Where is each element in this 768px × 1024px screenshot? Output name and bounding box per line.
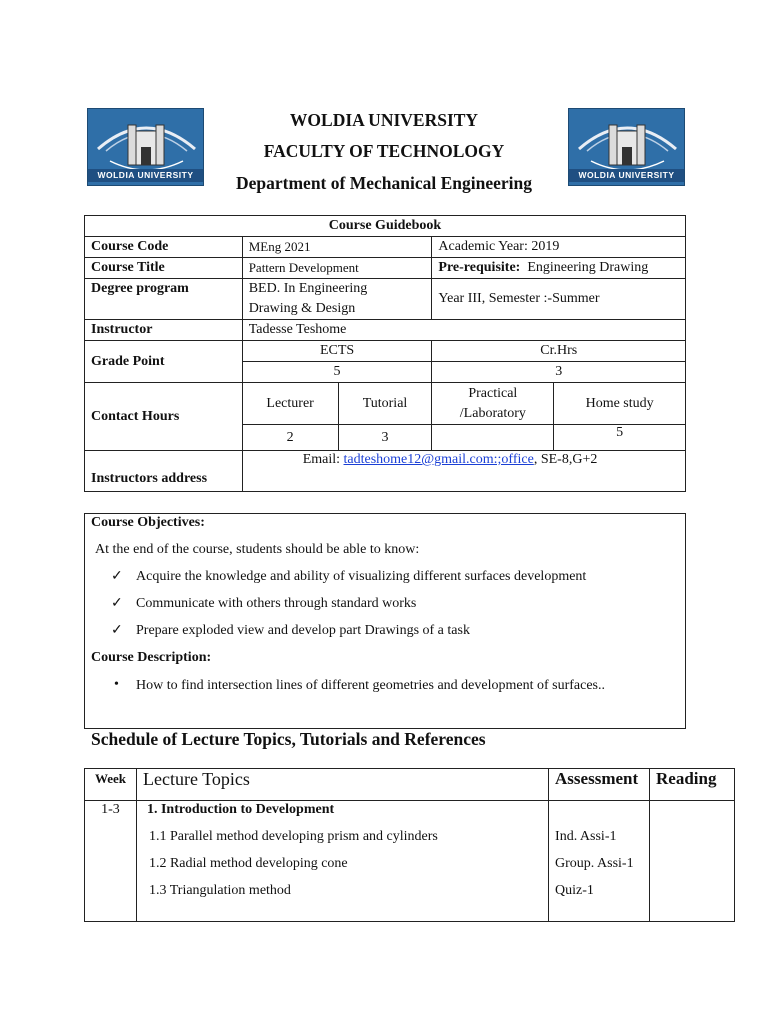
reading-header: Reading (650, 769, 735, 801)
address-suffix: , SE-8,G+2 (533, 452, 598, 467)
instructor-label: Instructor (85, 320, 243, 341)
logo-caption: WOLDIA UNIVERSITY (569, 169, 684, 182)
table-row (85, 801, 735, 922)
degree-line-1: BED. In Engineering (248, 281, 368, 296)
address-value (242, 451, 685, 492)
reading-cell (650, 801, 735, 922)
topics-cell (136, 801, 548, 922)
logo-caption: WOLDIA UNIVERSITY (88, 169, 203, 182)
instructor-value: Tadesse Teshome (242, 320, 685, 341)
objectives-heading: Course Objectives: (91, 515, 205, 530)
address-label: Instructors address (85, 451, 243, 492)
course-title-label: Course Title (85, 258, 243, 279)
guidebook-title: Course Guidebook (85, 216, 686, 237)
ects-label: ECTS (242, 341, 432, 362)
course-title-value: Pattern Development (242, 258, 432, 279)
check-icon: ✓ (111, 623, 123, 638)
prerequisite-label: Pre-requisite: (438, 260, 521, 275)
degree-value (242, 279, 432, 320)
prerequisite-value: Engineering Drawing (527, 260, 649, 275)
week-cell: 1-3 (85, 801, 137, 922)
assessment-cell (549, 801, 650, 922)
practical-label (432, 383, 554, 425)
schedule-title: Schedule of Lecture Topics, Tutorials and References (91, 729, 486, 749)
course-guidebook-table (84, 215, 686, 492)
topics-header: Lecture Topics (136, 769, 548, 801)
email-prefix: Email: (302, 452, 344, 467)
tutorial-value: 3 (338, 425, 432, 451)
home-study-value: 5 (554, 425, 686, 451)
objective-item: Acquire the knowledge and ability of visualizing different surfaces development (136, 569, 587, 584)
objective-item: Communicate with others through standard works (136, 596, 417, 611)
course-code-value: MEng 2021 (242, 237, 432, 258)
university-name: WOLDIA UNIVERSITY (289, 110, 479, 130)
practical-line-1: Practical (468, 385, 518, 401)
tutorial-label: Tutorial (338, 383, 432, 425)
check-icon: ✓ (111, 596, 123, 611)
email-link[interactable]: tadteshome12@gmail.com:;office (343, 452, 534, 467)
assessment-item: Ind. Assi-1 (555, 829, 617, 844)
subtopic: 1.1 Parallel method developing prism and cylinders (148, 829, 438, 844)
degree-line-2: Drawing & Design (248, 301, 356, 316)
faculty-name: FACULTY OF TECHNOLOGY (263, 141, 505, 161)
crhrs-label: Cr.Hrs (432, 341, 686, 362)
practical-value (432, 425, 554, 451)
description-heading: Course Description: (91, 650, 212, 665)
grade-point-label: Grade Point (85, 341, 243, 383)
lecturer-value: 2 (242, 425, 338, 451)
home-study-label: Home study (554, 383, 686, 425)
crhrs-value: 3 (432, 362, 686, 383)
assessment-item: Group. Assi-1 (555, 856, 634, 871)
assessment-item: Quiz-1 (555, 883, 594, 898)
lecturer-label: Lecturer (242, 383, 338, 425)
bullet-icon: • (114, 677, 119, 692)
description-item: How to find intersection lines of different geometries and development of surfaces.. (136, 678, 605, 693)
objectives-intro: At the end of the course, students should be able to know: (95, 542, 420, 557)
year-semester: Year III, Semester :-Summer (432, 279, 686, 320)
assessment-header: Assessment (549, 769, 650, 801)
schedule-table (84, 768, 735, 922)
week-header: Week (85, 769, 137, 801)
objective-item: Prepare exploded view and develop part Drawings of a task (136, 623, 470, 638)
subtopic: 1.2 Radial method developing cone (148, 856, 348, 871)
department-name: Department of Mechanical Engineering (236, 173, 532, 193)
ects-value: 5 (242, 362, 432, 383)
subtopic: 1.3 Triangulation method (148, 883, 291, 898)
topic-title: 1. Introduction to Development (146, 802, 335, 817)
practical-line-2: /Laboratory (459, 405, 526, 421)
check-icon: ✓ (111, 569, 123, 584)
schedule-header-row (85, 769, 735, 801)
contact-hours-label: Contact Hours (85, 383, 243, 451)
course-objectives-box (84, 513, 686, 729)
degree-label: Degree program (85, 279, 243, 320)
academic-year: Academic Year: 2019 (432, 237, 686, 258)
course-code-label: Course Code (85, 237, 243, 258)
prerequisite (432, 258, 686, 279)
